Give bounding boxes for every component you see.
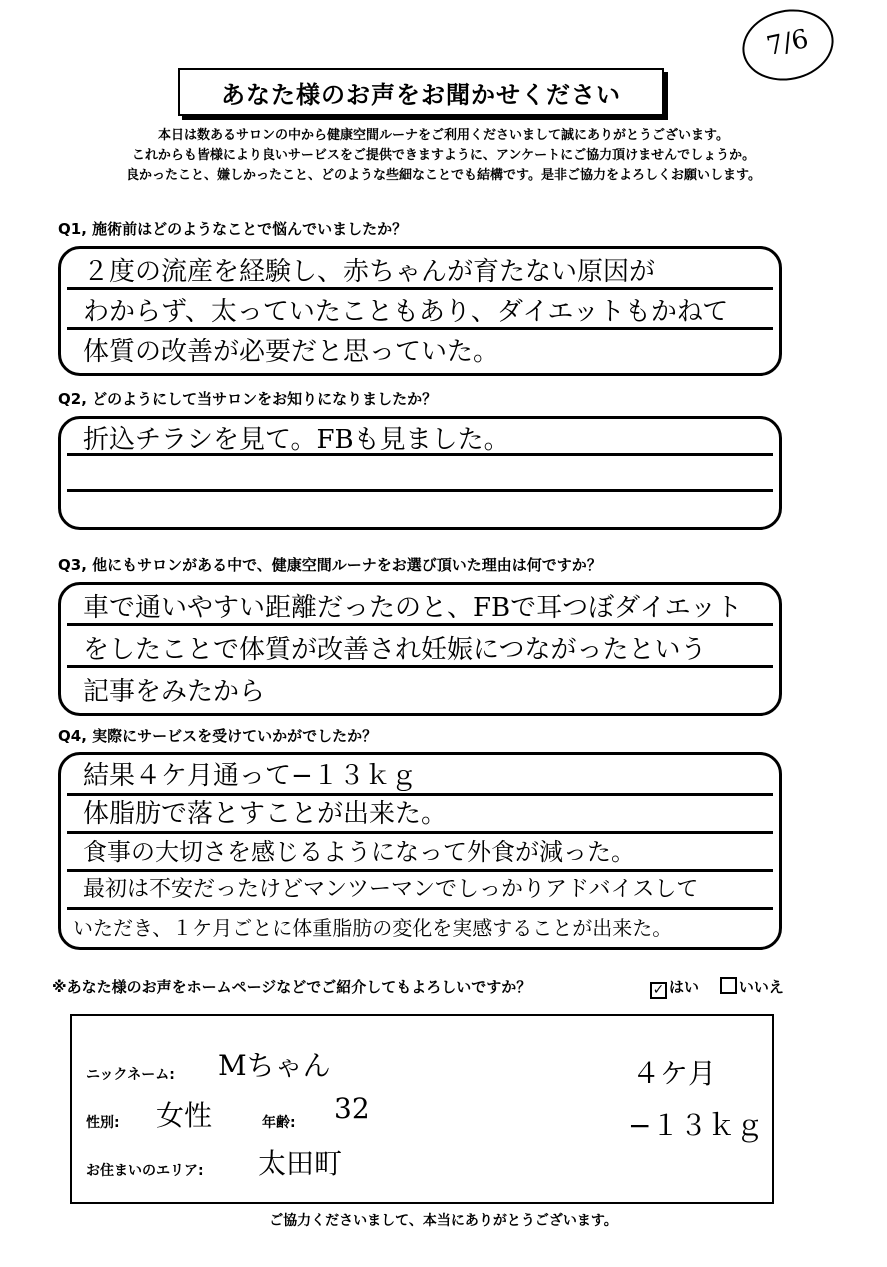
answer-box-4[interactable] [58,752,782,950]
question-3-label: Q3, 他にもサロンがある中で、健康空間ルーナをお選び頂いた理由は何ですか？ [58,556,602,574]
area-value[interactable]: 太田町 [258,1147,343,1180]
answer-line: ２度の流産を経験し、赤ちゃんが育たない原因が [83,257,656,287]
intro-line: 良かったこと、嫌しかったこと、どのような些細なことでも結構です。是非ご協力をよろしくお願いします。 [126,168,761,183]
note-result: −１３ｋｇ [628,1109,764,1142]
intro-text [40,126,847,186]
profile-box [70,1014,774,1204]
answer-line: 食事の大切さを感じるようになって外食が減った。 [83,838,635,866]
answer-line: いただき、１ケ月ごとに体重脂肪の変化を実感することが出来た。 [73,916,673,940]
footer-thanks: ご協力くださいまして、本当にありがとうございます。 [269,1213,618,1229]
area-label: お住まいのエリア: [86,1163,204,1179]
nickname-label: ニックネーム: [86,1067,175,1083]
age-label: 年齢: [262,1115,296,1131]
permission-question: ※あなた様のお声をホームページなどでご紹介してもよろしいですか？ [52,978,532,996]
permission-options [650,976,784,999]
check-mark-icon: ✓ [652,982,665,998]
page-number: 7/6 [764,24,812,63]
answer-line: 折込チラシを見て。FBも見ました。 [83,425,510,455]
answer-line: 体脂肪で落とすことが出来た。 [83,799,448,829]
gender-label: 性別: [86,1115,120,1131]
page-title: あなた様のお声をお聞かせください [178,68,664,116]
intro-line: 本日は数あるサロンの中から健康空間ルーナをご利用くださいまして誠にありがとうございます。 [158,128,729,143]
answer-line: 車で通いやすい距離だったのと、FBで耳つぼダイエット [83,593,743,623]
permission-no-label: いいえ [738,978,784,996]
question-1-label: Q1, 施術前はどのようなことで悩んでいましたか？ [58,220,408,238]
intro-line: これからも皆様により良いサービスをご提供できますように、アンケートにご協力頂けませんでしょうか。 [131,148,756,163]
answer-box-3[interactable] [58,582,782,716]
question-2-label: Q2, どのようにして当サロンをお知りになりましたか？ [58,390,438,408]
answer-line: 記事をみたから [83,677,266,707]
answer-line: 最初は不安だったけどマンツーマンでしっかりアドバイスして [83,877,699,902]
answer-line: をしたことで体質が改善され妊娠につながったという [83,635,707,665]
permission-yes-checkbox[interactable] [650,982,667,999]
age-value[interactable]: 32 [334,1092,370,1125]
permission-yes-label: はい [669,978,700,996]
note-period: ４ケ月 [632,1057,717,1090]
answer-box-2[interactable] [58,416,782,530]
question-4-label: Q4, 実際にサービスを受けていかがでしたか？ [58,727,378,745]
permission-no-checkbox[interactable] [720,977,737,994]
page-number-stamp [736,1,841,89]
answer-box-1[interactable] [58,246,782,376]
answer-line: 結果４ケ月通って−１３ｋｇ [83,761,417,791]
answer-line: わからず、太っていたこともあり、ダイエットもかねて [83,297,729,327]
answer-line: 体質の改善が必要だと思っていた。 [83,337,500,367]
gender-value[interactable]: 女性 [156,1099,213,1132]
nickname-value[interactable]: Mちゃん [218,1049,331,1082]
